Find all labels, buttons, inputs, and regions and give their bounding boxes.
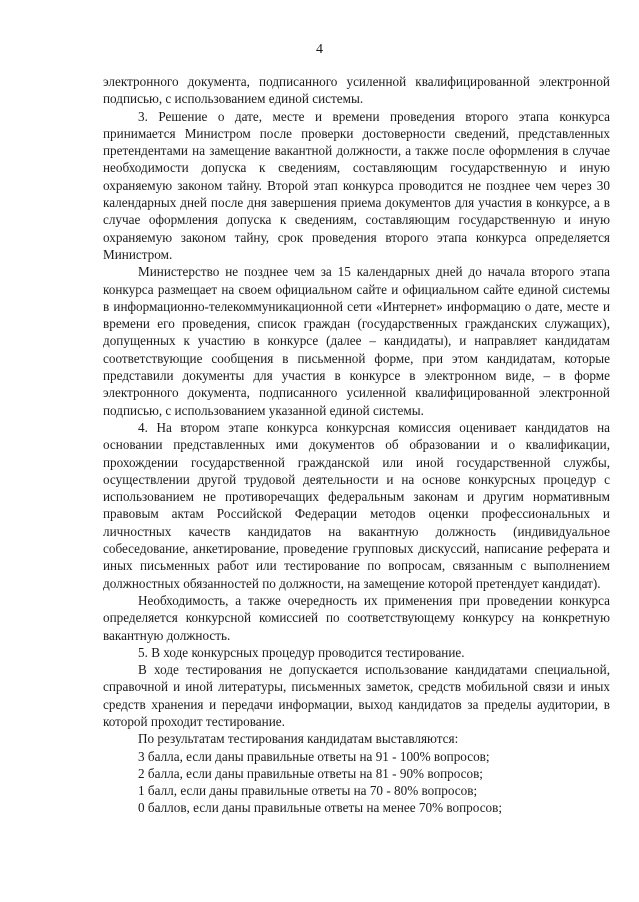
paragraph-item-4: 4. На втором этапе конкурса конкурсная комиссия оценивает кандидатов на основании представленных ими документов об образовании и о квалификации, прохождении государственной гражданской или иной государственной службы, осуществлении другой трудовой деятельности и на основе конкурсных процедур с использованием не противоречащих федеральным законам и другим нормативным правовым актам Российской Федерации методов оценки профессиональных и личностных качеств кандидатов на вакантную должность (индивидуальное собеседование, анкетирование, проведение групповых дискуссий, написание реферата и иных письменных работ или тестирование по вопросам, связанным с выполнением должностных обязанностей по должности, на замещение которой претендует кандидат).: [103, 419, 610, 591]
paragraph-continuation: электронного документа, подписанного усиленной квалифицированной электронной подписью, с использованием единой системы.: [103, 74, 610, 107]
paragraph-item-3: 3. Решение о дате, месте и времени проведения второго этапа конкурса принимается Министром после проверки достоверности сведений, представленных претендентами на замещение вакантной должности, а также после оформления в случае необходимости допуска к сведениям, составляющим государственную и иную охраняемую законом тайну. Второй этап конкурса проводится не позднее чем через 30 календарных дней после дня завершения приема документов для участия в конкурсе, а в случае оформления допуска к сведениям, составляющим государственную и иную охраняемую законом тайну, срок проведения второго этапа конкурса определяется Министром.: [103, 108, 610, 262]
list-item-score-0: 0 баллов, если даны правильные ответы на менее 70% вопросов;: [138, 800, 503, 816]
list-item-score-3: 3 балла, если даны правильные ответы на 91 - 100% вопросов;: [138, 748, 490, 764]
paragraph-necessity: Необходимость, а также очередность их применения при проведении конкурса определяется конкурсной комиссией по соответствующему конкурсу на конкретную вакантную должность.: [103, 592, 610, 643]
paragraph-scoring-intro: По результатам тестирования кандидатам выставляются:: [138, 731, 459, 747]
paragraph-announcement: Министерство не позднее чем за 15 календарных дней до начала второго этапа конкурса размещает на своем официальном сайте и официальном сайте единой системы в информационно-телекоммуникационной сети «Интернет» информацию о дате, месте и времени его проведения, список граждан (государственных гражданских служащих), допущенных к участию в конкурсе (далее – кандидаты), и направляет кандидатам соответствующие сообщения в письменной форме, при этом кандидатам, которые представили документы для участия в конкурсе в электронном виде, – в форме электронного документа, подписанного усиленной квалифицированной электронной подписью, с использованием указанной единой системы.: [103, 264, 610, 418]
page-number: 4: [316, 42, 323, 57]
list-item-score-2: 2 балла, если даны правильные ответы на 81 - 90% вопросов;: [138, 765, 483, 781]
paragraph-testing-rules: В ходе тестирования не допускается использование кандидатами специальной, справочной и иной литературы, письменных заметок, средств мобильной связи и иных средств хранения и передачи информации, выход кандидатов за пределы аудитории, в которой проходит тестирование.: [103, 662, 610, 729]
paragraph-item-5: 5. В ходе конкурсных процедур проводится тестирование.: [138, 644, 465, 660]
document-body: [103, 73, 610, 817]
list-item-score-1: 1 балл, если даны правильные ответы на 70 - 80% вопросов;: [138, 783, 478, 799]
